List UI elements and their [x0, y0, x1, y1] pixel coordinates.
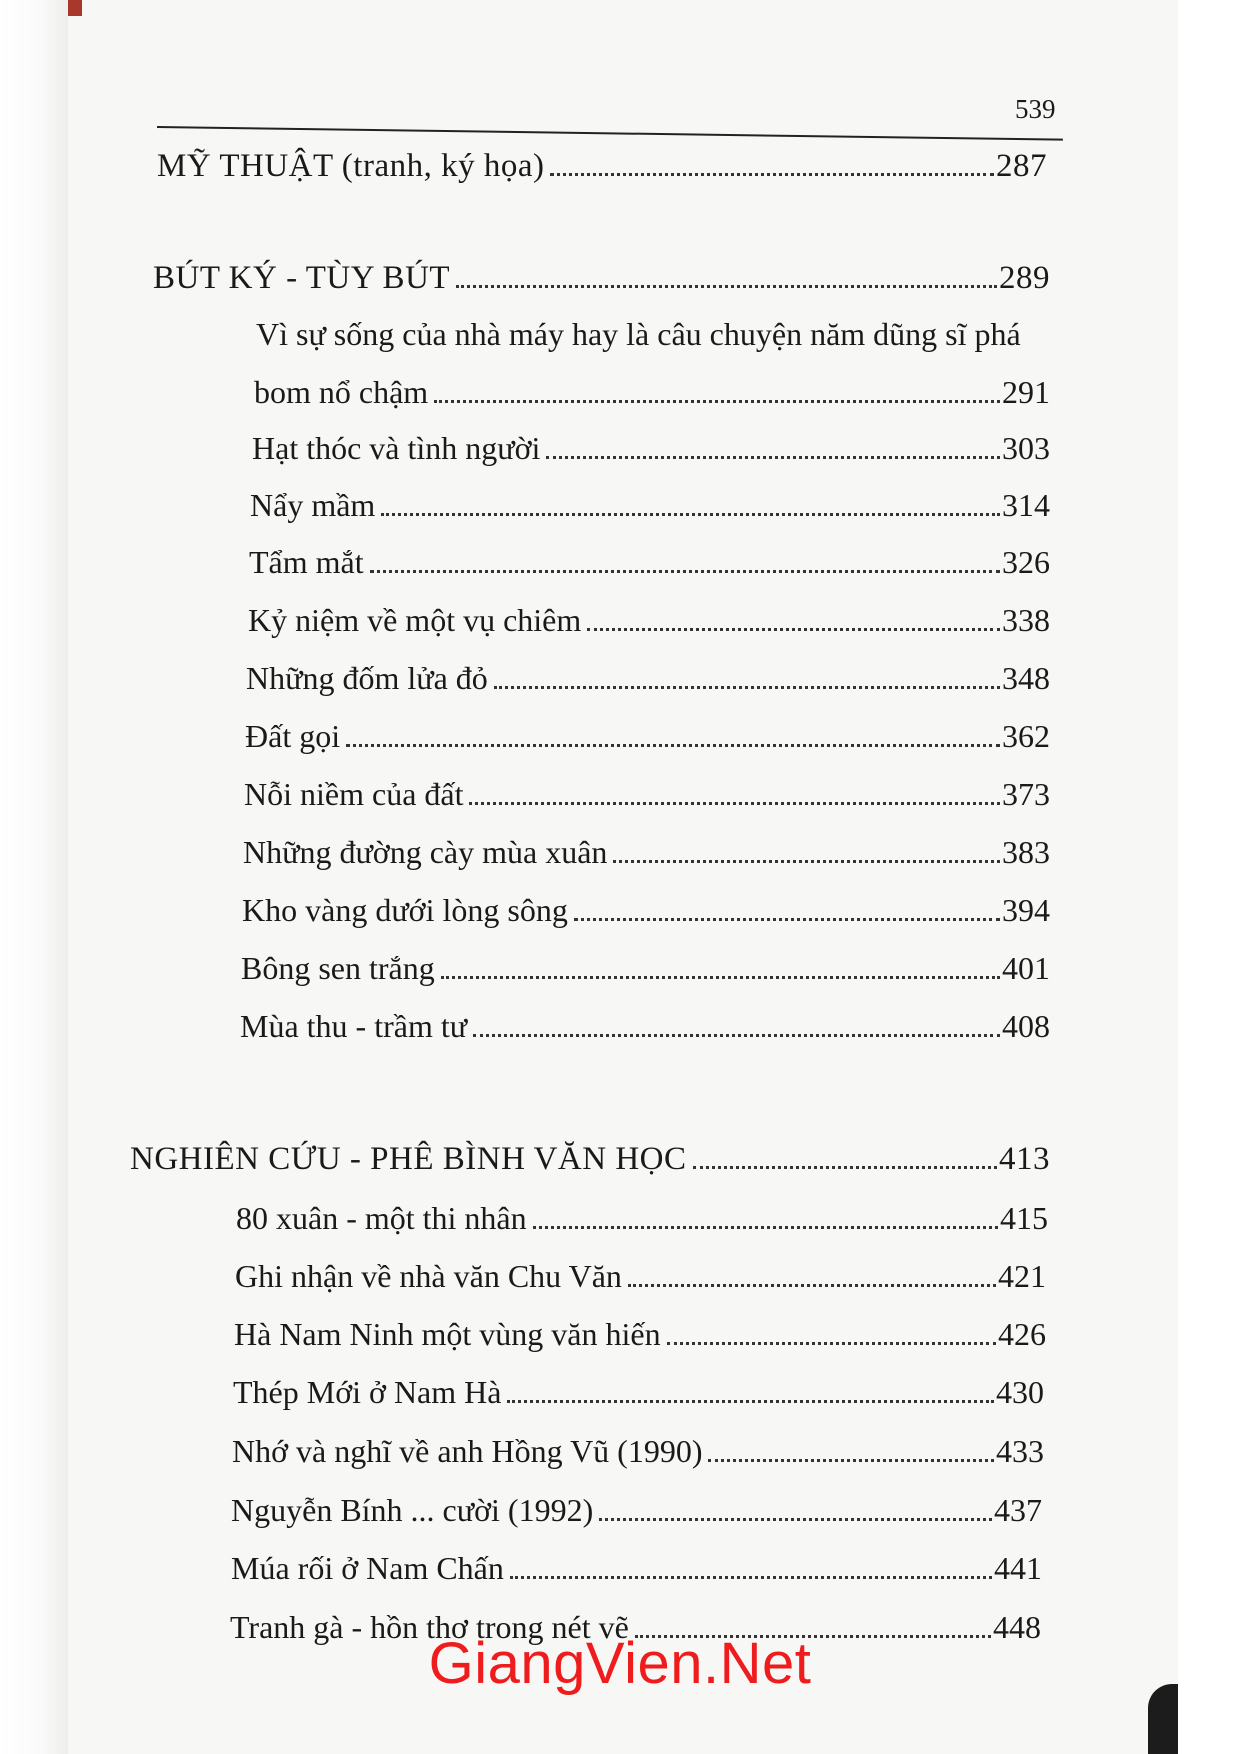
dot-leader [628, 1284, 996, 1287]
toc-page-number: 421 [998, 1258, 1046, 1294]
dot-leader [667, 1342, 996, 1345]
toc-entry-title: Kho vàng dưới lòng sông [242, 892, 568, 928]
toc-entry [240, 1008, 1050, 1045]
toc-page-number: 413 [999, 1141, 1050, 1177]
dot-leader [599, 1518, 992, 1521]
toc-page-number: 326 [1002, 544, 1050, 580]
dot-leader [613, 860, 1000, 863]
toc-page-number: 448 [993, 1609, 1041, 1645]
toc-entry-title: Nẩy mầm [250, 487, 376, 523]
toc-entry-title: 80 xuân - một thi nhân [236, 1200, 527, 1236]
dot-leader [473, 1034, 1000, 1037]
toc-entry-title: Mùa thu - trầm tư [240, 1008, 468, 1044]
toc-entry-title: Tranh gà - hồn thơ trong nét vẽ [230, 1609, 629, 1645]
dot-leader [574, 918, 1000, 921]
dot-leader [693, 1166, 998, 1169]
toc-entry [249, 544, 1050, 581]
toc-page-number: 383 [1002, 834, 1050, 870]
toc-page-number: 314 [1002, 487, 1050, 523]
toc-entry-line: Vì sự sống của nhà máy hay là câu chuyện năm dũng sĩ phá [256, 316, 1021, 352]
toc-entry-title: Đất gọi [245, 718, 341, 754]
dot-leader [469, 802, 1000, 805]
dot-leader [546, 456, 1000, 459]
dot-leader [494, 686, 1000, 689]
dot-leader [441, 976, 1000, 979]
dot-leader [346, 744, 1000, 747]
toc-entry-title: Tẩm mắt [249, 544, 364, 580]
toc-entry-title: bom nổ chậm [254, 374, 429, 410]
toc-entry-title: Hạt thóc và tình người [252, 430, 541, 466]
toc-entry [241, 950, 1050, 987]
toc-section-but-ky [153, 260, 1050, 297]
dot-leader [510, 1576, 992, 1579]
toc-entry [245, 718, 1050, 755]
toc-entry [254, 374, 1050, 411]
toc-entry-title: Những đường cày mùa xuân [243, 834, 608, 870]
toc-page-number: 291 [1002, 374, 1050, 410]
toc-section-title: NGHIÊN CỨU - PHÊ BÌNH VĂN HỌC [130, 1141, 687, 1177]
cover-edge [68, 0, 82, 16]
toc-page-number: 287 [996, 148, 1047, 184]
dot-leader [456, 285, 997, 288]
toc-page-number: 437 [994, 1492, 1042, 1528]
toc-entry-title: Nhớ và nghĩ về anh Hồng Vũ (1990) [232, 1433, 703, 1469]
toc-entry [234, 1316, 1046, 1353]
dot-leader [381, 513, 1000, 516]
toc-page-number: 401 [1002, 950, 1050, 986]
toc-page-number: 338 [1002, 602, 1050, 638]
page-gutter [0, 0, 68, 1754]
toc-entry-title: Kỷ niệm về một vụ chiêm [248, 602, 582, 638]
page-number: 539 [1015, 94, 1056, 124]
toc-entry-title: Nguyễn Bính ... cười (1992) [231, 1492, 594, 1528]
dot-leader [533, 1226, 998, 1229]
dot-leader [370, 570, 1000, 573]
toc-entry [242, 892, 1050, 929]
toc-entry [252, 430, 1050, 467]
toc-entry-title: Ghi nhận về nhà văn Chu Văn [235, 1258, 622, 1294]
toc-entry [246, 660, 1050, 697]
dot-leader [507, 1400, 994, 1403]
toc-entry [236, 1200, 1048, 1237]
toc-entry [232, 1433, 1044, 1470]
toc-entry [235, 1258, 1046, 1295]
toc-entry [244, 776, 1050, 813]
toc-entry [243, 834, 1050, 871]
toc-entry [250, 487, 1050, 524]
toc-section-title: MỸ THUẬT (tranh, ký họa) [157, 148, 545, 184]
toc-section-my-thuat [157, 148, 1047, 185]
toc-page-number: 289 [999, 260, 1050, 296]
dot-leader [587, 628, 1000, 631]
watermark: GiangVien.Net [428, 1631, 812, 1696]
toc-page-number: 430 [996, 1374, 1044, 1410]
toc-entry-title: Múa rối ở Nam Chấn [231, 1550, 504, 1586]
toc-section-nghien-cuu [130, 1141, 1050, 1178]
toc-entry [231, 1492, 1042, 1529]
toc-entry [231, 1550, 1042, 1587]
toc-entry-title: Nỗi niềm của đất [244, 776, 464, 812]
toc-page-number: 348 [1002, 660, 1050, 696]
toc-page-number: 426 [998, 1316, 1046, 1352]
toc-entry [248, 602, 1050, 639]
toc-page-number: 362 [1002, 718, 1050, 754]
toc-entry-title: Thép Mới ở Nam Hà [233, 1374, 502, 1410]
toc-entry-title: Hà Nam Ninh một vùng văn hiến [234, 1316, 661, 1352]
toc-page-number: 408 [1002, 1008, 1050, 1044]
toc-page-number: 433 [996, 1433, 1044, 1469]
toc-section-title: BÚT KÝ - TÙY BÚT [153, 260, 451, 296]
toc-page-number: 303 [1002, 430, 1050, 466]
toc-entry-title: Bông sen trắng [241, 950, 435, 986]
toc-page-number: 373 [1002, 776, 1050, 812]
toc-page-number: 415 [1000, 1200, 1048, 1236]
toc-entry [233, 1374, 1044, 1411]
toc-page-number: 394 [1002, 892, 1050, 928]
dot-leader [550, 173, 994, 176]
dot-leader [434, 400, 1000, 403]
dot-leader [708, 1459, 994, 1462]
toc-page-number: 441 [994, 1550, 1042, 1586]
toc-entry-title: Những đốm lửa đỏ [246, 660, 488, 696]
